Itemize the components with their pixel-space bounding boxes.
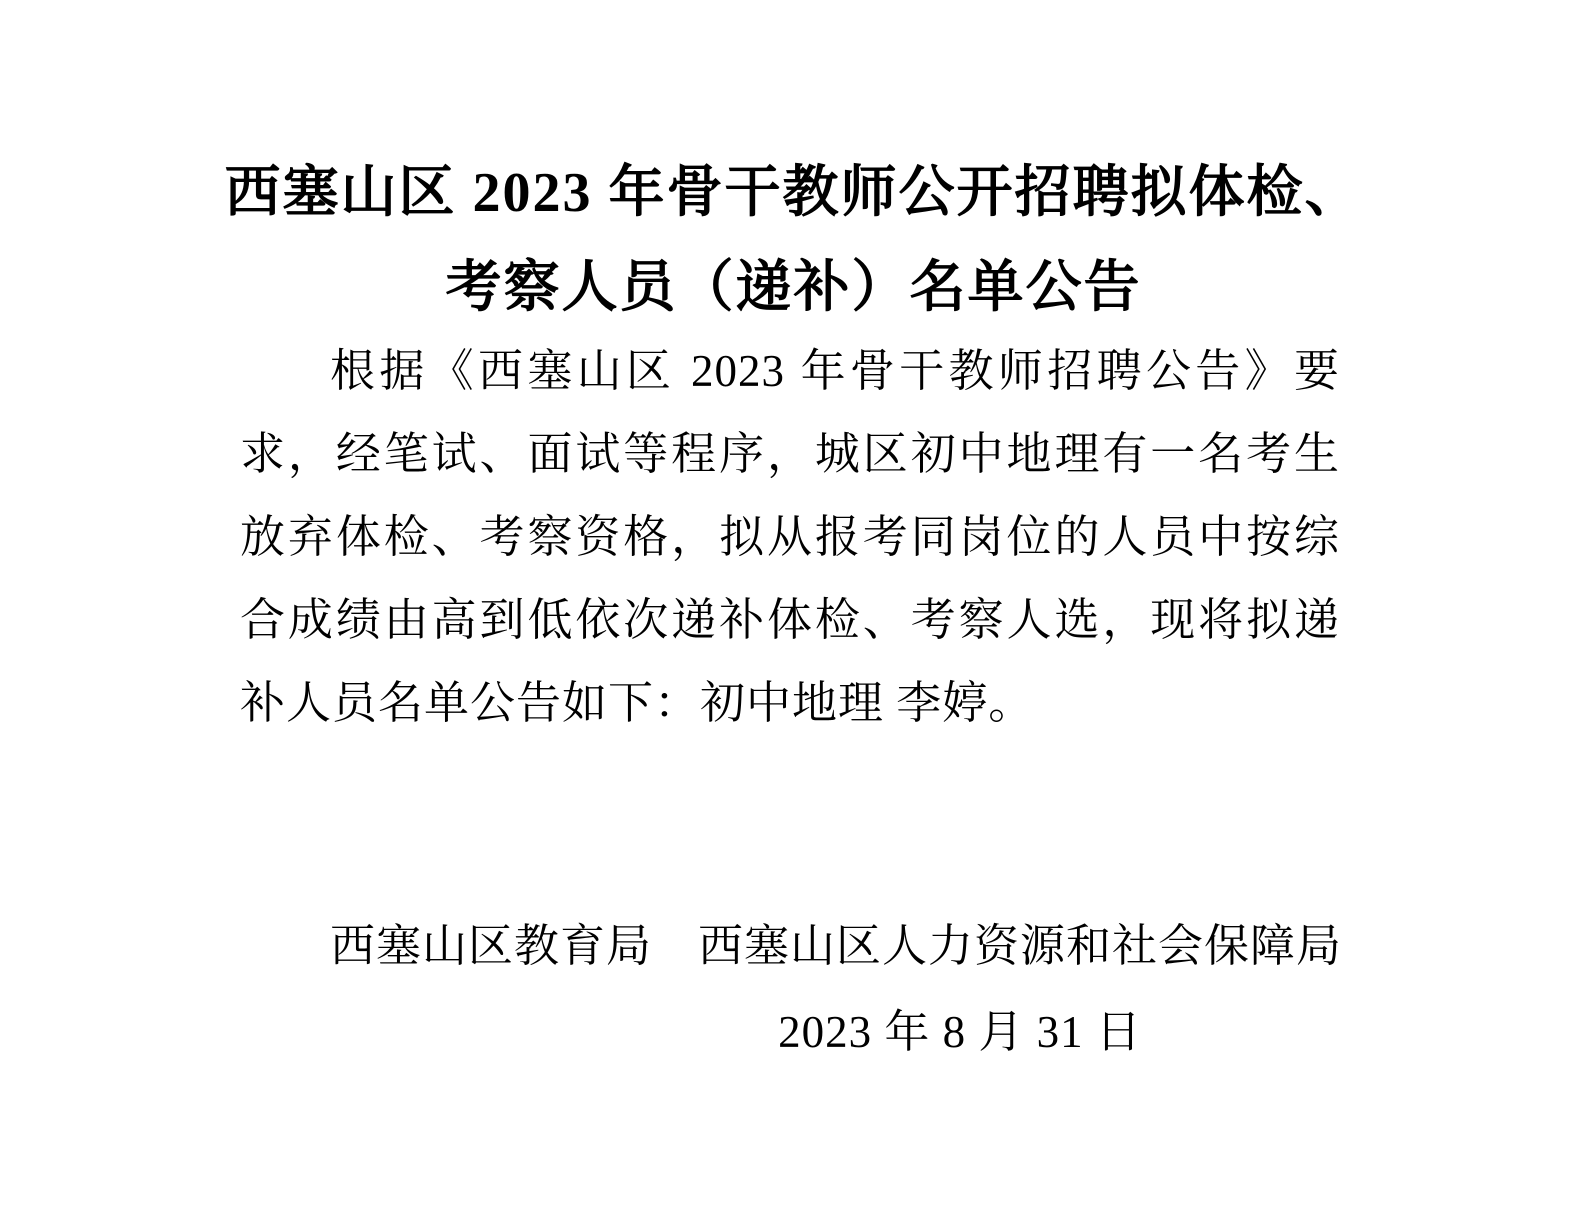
document-title-line-2: 考察人员（递补）名单公告 [445, 257, 1142, 319]
document-body-paragraph: 根据《西塞山区 2023 年骨干教师招聘公告》要求，经笔试、面试等程序，城区初中地理有一名考生放弃体检、考察资格，拟从报考同岗位的人员中按综合成绩由高到低依次递补体检、考察人选，现将拟递补人员名单公告如下：初中地理 李婷。 [240, 346, 1340, 728]
document-date: 2023 年 8 月 31 日 [778, 1007, 1142, 1057]
document-title [0, 146, 1587, 336]
document-signature: 西塞山区教育局 西塞山区人力资源和社会保障局 [329, 921, 1342, 971]
document-title-line-1: 西塞山区 2023 年骨干教师公开招聘拟体检、 [224, 162, 1363, 224]
